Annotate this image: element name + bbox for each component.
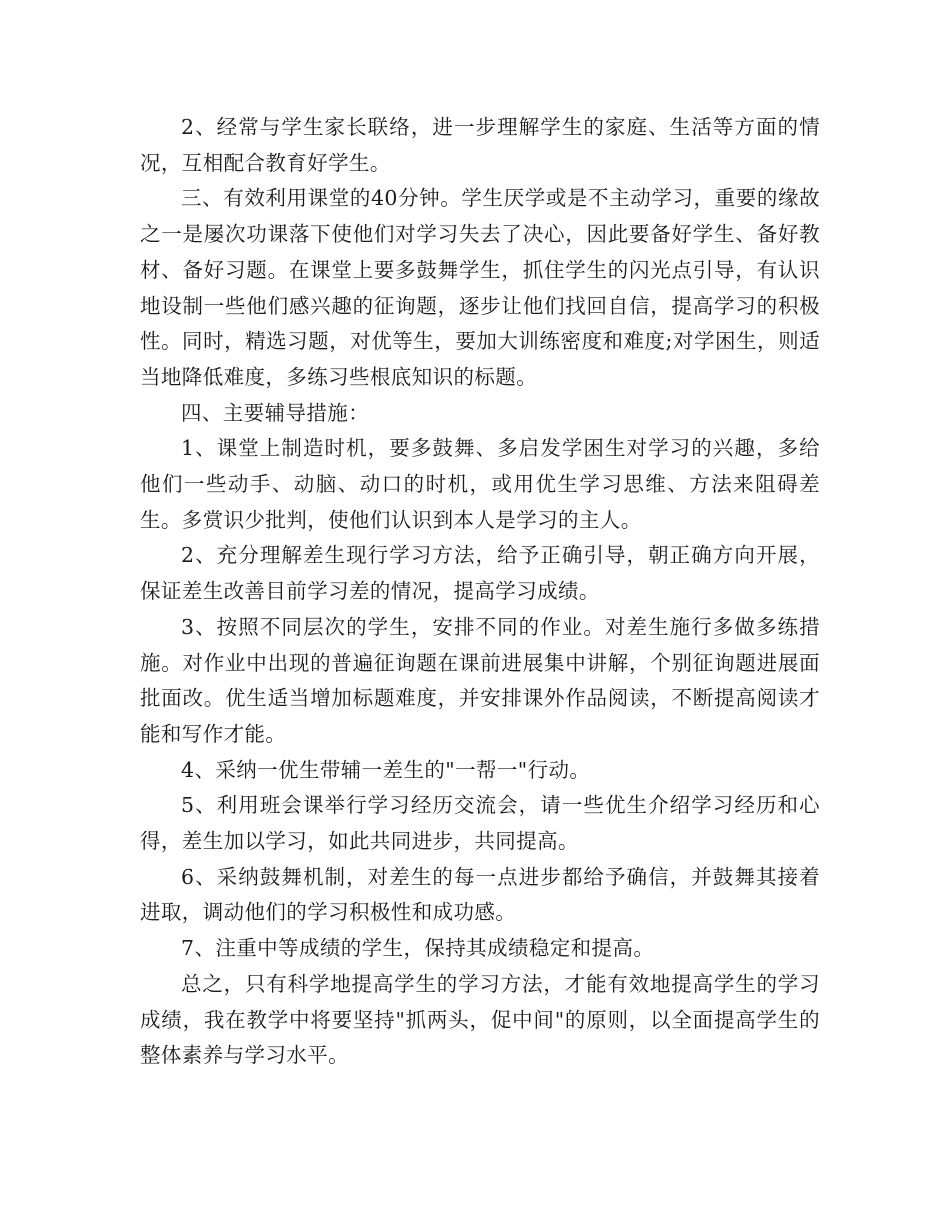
- paragraph-measure-3: 3、按照不同层次的学生，安排不同的作业。对差生施行多做多练措施。对作业中出现的普遍征询题在课前进展集中讲解，个别征询题进展面批面改。优生适当增加标题难度，并安排课外作品阅读，不断提高阅读才能和写作才能。: [140, 614, 820, 746]
- paragraph-measure-4: 4、采纳一优生带辅一差生的"一帮一"行动。: [181, 757, 591, 782]
- paragraph-measure-7: 7、注重中等成绩的学生，保持其成绩稳定和提高。: [181, 936, 655, 961]
- paragraph-measure-5: 5、利用班会课举行学习经历交流会，请一些优生介绍学习经历和心得，差生加以学习，如此共同进步，共同提高。: [140, 793, 820, 854]
- document-body: [140, 110, 820, 1074]
- paragraph-contact-parents: 2、经常与学生家长联络，进一步理解学生的家庭、生活等方面的情况，互相配合教育好学生。: [140, 115, 820, 175]
- paragraph-measure-6: 6、采纳鼓舞机制，对差生的每一点进步都给予确信，并鼓舞其接着进取，调动他们的学习积极性和成功感。: [140, 864, 820, 925]
- paragraph-use-class-time: 三、有效利用课堂的40分钟。学生厌学或是不主动学习，重要的缘故之一是屡次功课落下使他们对学习失去了决心，因此要备好学生、备好教材、备好习题。在课堂上要多鼓舞学生，抓住学生的闪光点引导，有认识地设制一些他们感兴趣的征询题，逐步让他们找回自信，提高学习的积极性。同时，精选习题，对优等生，要加大训练密度和难度;对学困生，则适当地降低难度，多练习些根底知识的标题。: [140, 186, 820, 389]
- paragraph-measure-2: 2、充分理解差生现行学习方法，给予正确引导，朝正确方向开展，保证差生改善目前学习差的情况，提高学习成绩。: [140, 543, 820, 604]
- paragraph-conclusion: 总之，只有科学地提高学生的学习方法，才能有效地提高学生的学习成绩，我在教学中将要坚持"抓两头，促中间"的原则，以全面提高学生的整体素养与学习水平。: [140, 971, 820, 1068]
- paragraph-measures-heading: 四、主要辅导措施：: [181, 400, 370, 425]
- paragraph-measure-1: 1、课堂上制造时机，要多鼓舞、多启发学困生对学习的兴趣，多给他们一些动手、动脑、动口的时机，或用优生学习思维、方法来阻碍差生。多赏识少批判，使他们认识到本人是学习的主人。: [140, 436, 820, 532]
